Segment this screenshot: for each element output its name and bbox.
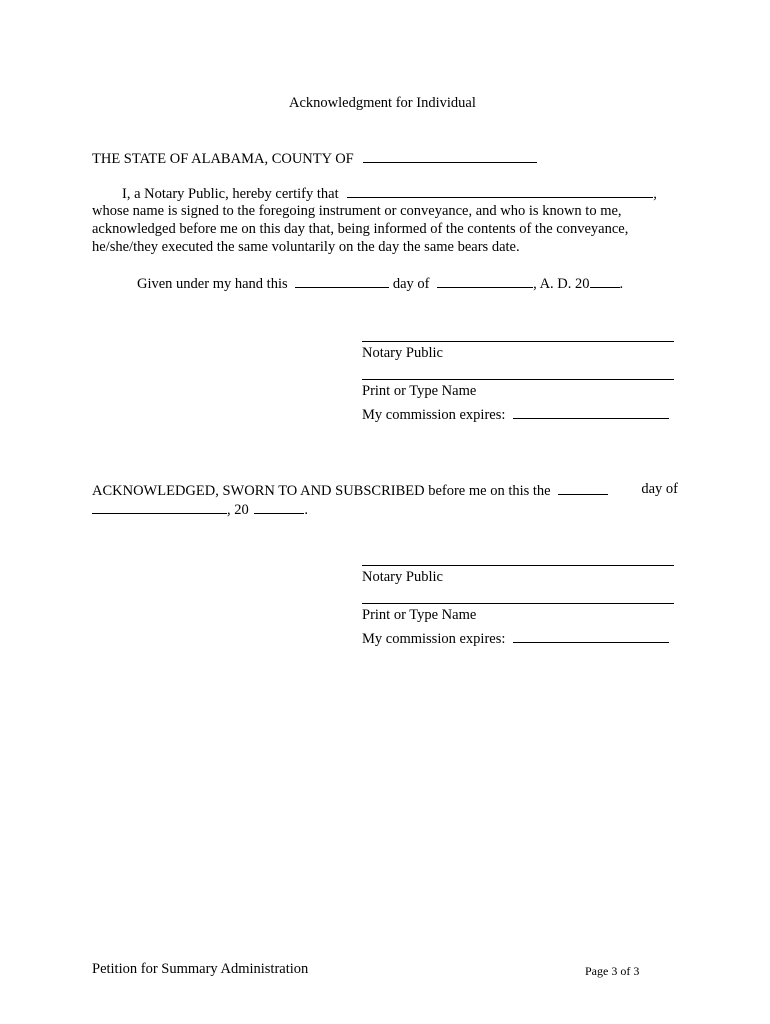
- ack-day-of-text: day of: [641, 481, 678, 497]
- body-line-2: whose name is signed to the foregoing instrument or conveyance, and who is known to me,: [92, 203, 622, 219]
- print-name-label-1: Print or Type Name: [362, 383, 477, 399]
- print-name-line-1[interactable]: [362, 379, 674, 380]
- certified-person-blank[interactable]: [347, 185, 653, 198]
- ack-lead-text: ACKNOWLEDGED, SWORN TO AND SUBSCRIBED before me on this the: [92, 483, 551, 499]
- certify-line: [122, 185, 657, 202]
- print-name-line-2[interactable]: [362, 603, 674, 604]
- given-day-of-text: day of: [392, 276, 430, 292]
- commission-expires-blank-1[interactable]: [513, 406, 669, 419]
- notary-public-label-2: Notary Public: [362, 569, 443, 585]
- state-county-label: THE STATE OF ALABAMA, COUNTY OF: [92, 151, 354, 167]
- notary-signature-line-1[interactable]: [362, 341, 674, 342]
- given-line: [137, 275, 623, 292]
- given-end-text: .: [619, 276, 624, 292]
- given-ad-text: , A. D. 20: [533, 276, 590, 292]
- body-line-3: acknowledged before me on this day that, being informed of the contents of the conveyance,: [92, 221, 629, 237]
- certify-lead-text: I, a Notary Public, hereby certify that: [122, 186, 339, 202]
- given-year-blank[interactable]: [590, 275, 620, 288]
- ack-month-blank[interactable]: [92, 501, 227, 514]
- document-title: Acknowledgment for Individual: [289, 95, 476, 111]
- given-day-blank[interactable]: [295, 275, 389, 288]
- footer-page-number: Page 3 of 3: [585, 964, 640, 978]
- ack-year-text: , 20: [227, 502, 249, 518]
- ack-year-blank[interactable]: [254, 501, 304, 514]
- certify-comma: ,: [653, 186, 657, 202]
- ack-line-2: [92, 501, 308, 518]
- notary-public-label-1: Notary Public: [362, 345, 443, 361]
- state-county-line: [92, 150, 537, 167]
- given-month-blank[interactable]: [437, 275, 533, 288]
- print-name-label-2: Print or Type Name: [362, 607, 477, 623]
- commission-line-1: [362, 406, 669, 423]
- ack-line-1: [92, 482, 678, 499]
- ack-end-text: .: [304, 502, 308, 518]
- body-line-4: he/she/they executed the same voluntarily on the day the same bears date.: [92, 239, 520, 255]
- notary-signature-line-2[interactable]: [362, 565, 674, 566]
- given-lead-text: Given under my hand this: [137, 276, 288, 292]
- commission-label-2: My commission expires:: [362, 631, 506, 647]
- commission-label-1: My commission expires:: [362, 407, 506, 423]
- county-blank[interactable]: [363, 150, 537, 163]
- footer-document-name: Petition for Summary Administration: [92, 961, 309, 977]
- ack-day-blank[interactable]: [558, 482, 608, 495]
- commission-expires-blank-2[interactable]: [513, 630, 669, 643]
- commission-line-2: [362, 630, 669, 647]
